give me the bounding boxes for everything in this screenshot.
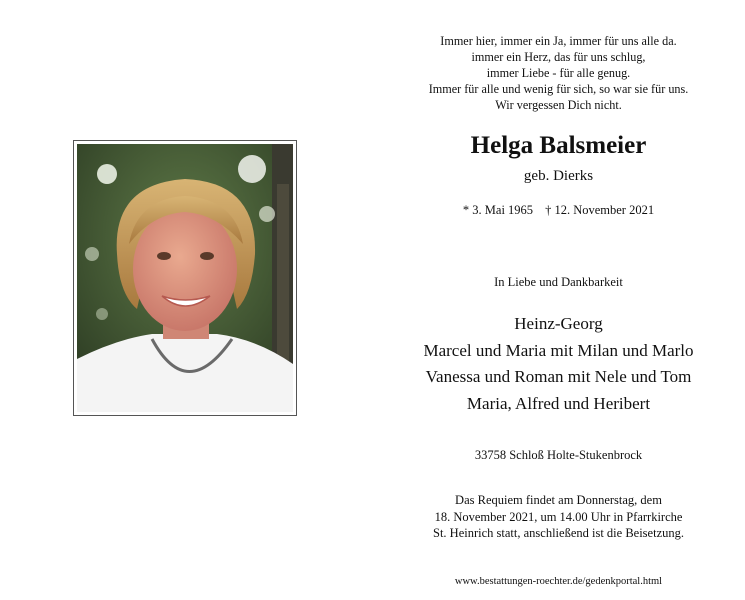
poem-line: Wir vergessen Dich nicht.: [495, 98, 622, 112]
death-date: † 12. November 2021: [545, 203, 655, 217]
location: 33758 Schloß Holte-Stukenbrock: [474, 448, 643, 462]
tribute-line: In Liebe und Dankbarkeit: [494, 275, 623, 289]
birth-name: geb. Dierks: [523, 168, 594, 184]
memorial-poem: [372, 33, 745, 113]
poem-line: immer ein Herz, das für uns schlug,: [471, 50, 646, 64]
right-page: [372, 0, 745, 600]
family-member: Maria, Alfred und Heribert: [466, 393, 651, 413]
family-member: Heinz-Georg: [514, 314, 603, 333]
birth-date: * 3. Mai 1965: [462, 203, 534, 217]
family-list: [372, 311, 745, 417]
portrait-photo: [77, 144, 293, 412]
family-member: Vanessa und Roman mit Nele und Tom: [425, 367, 692, 386]
website-link[interactable]: www.bestattungen-roechter.de/gedenkportal.html: [454, 576, 663, 587]
requiem-notice: [372, 492, 745, 542]
requiem-line: 18. November 2021, um 14.00 Uhr in Pfarrkirche: [434, 509, 683, 524]
poem-line: Immer für alle und wenig für sich, so war sie für uns.: [428, 82, 689, 96]
family-member: Marcel und Maria mit Milan und Marlo: [423, 340, 694, 360]
life-dates: [372, 201, 745, 219]
left-page: [0, 0, 372, 600]
poem-line: Immer hier, immer ein Ja, immer für uns alle da.: [440, 34, 677, 48]
requiem-line: St. Heinrich statt, anschließend ist die Beisetzung.: [433, 526, 684, 540]
requiem-line: Das Requiem findet am Donnerstag, dem: [455, 493, 662, 507]
poem-line: immer Liebe - für alle genug.: [486, 66, 631, 80]
portrait-frame: [73, 140, 297, 416]
deceased-name: Helga Balsmeier: [470, 132, 647, 159]
